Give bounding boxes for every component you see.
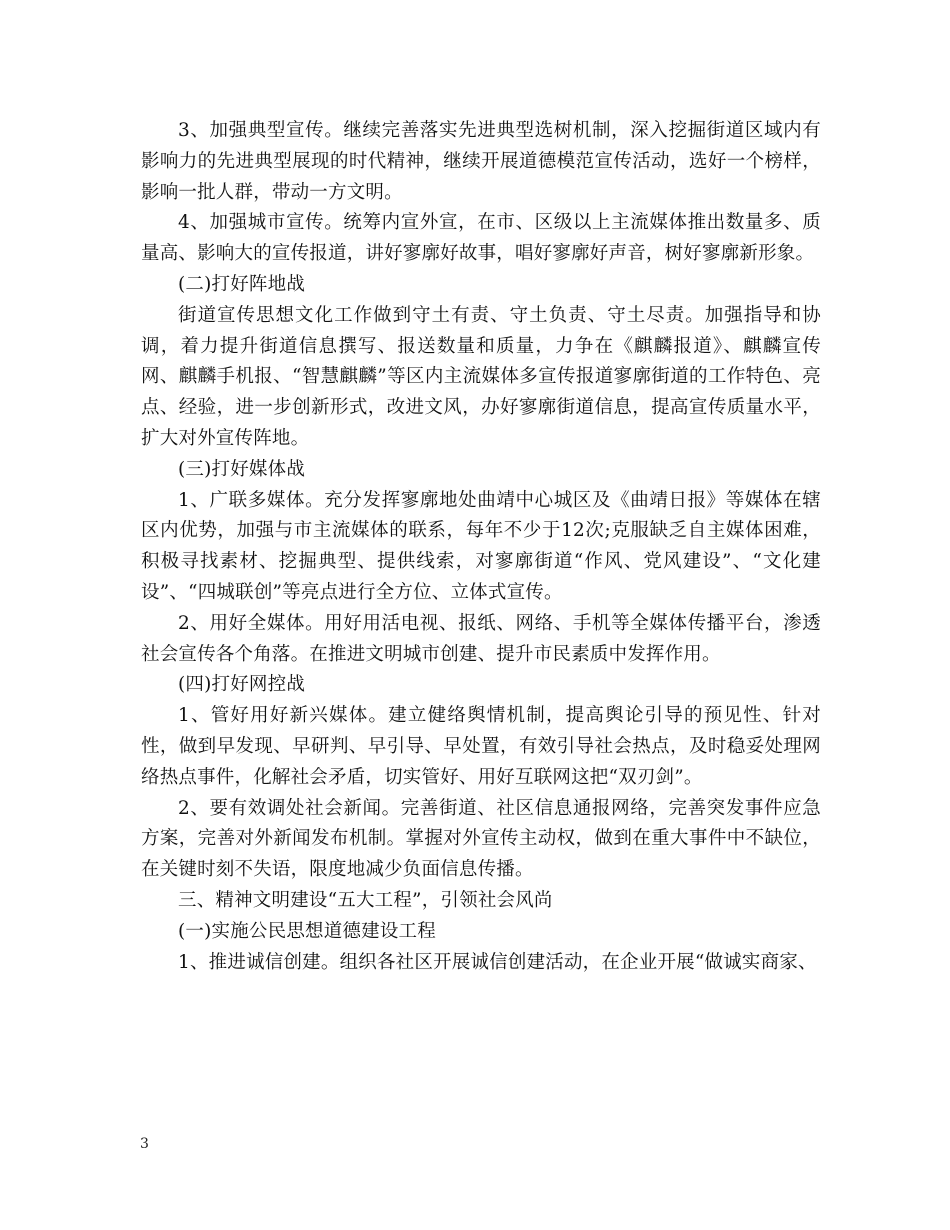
heading-five-projects: 三、精神文明建设“五大工程”，引领社会风尚 (178, 889, 553, 911)
heading-position-battle: (二)打好阵地战 (178, 273, 306, 295)
paragraph-new-media: 1、管好用好新兴媒体。建立健络舆情机制，提高舆论引导的预见性、针对性，做到早发现、早研判、早引导、早处置，有效引导社会热点，及时稳妥处理网络热点事件，化解社会矛盾，切实管好、用好互联网这把“双刃剑”。 (141, 705, 821, 788)
document-body (141, 116, 821, 978)
heading-network-control-battle: (四)打好网控战 (178, 674, 306, 696)
paragraph-integrity-creation: 1、推进诚信创建。组织各社区开展诚信创建活动，在企业开展“做诚实商家、 (178, 951, 817, 973)
paragraph-city-publicity: 4、加强城市宣传。统筹内宣外宣，在市、区级以上主流媒体推出数量多、质量高、影响大的宣传报道，讲好寥廓好故事，唱好寥廓好声音，树好寥廓新形象。 (141, 212, 821, 265)
paragraph-all-media: 2、用好全媒体。用好用活电视、报纸、网络、手机等全媒体传播平台，渗透社会宣传各个角落。在推进文明城市创建、提升市民素质中发挥作用。 (141, 612, 821, 665)
paragraph-typical-publicity: 3、加强典型宣传。继续完善落实先进典型选树机制，深入挖掘街道区域内有影响力的先进典型展现的时代精神，继续开展道德模范宣传活动，选好一个榜样，影响一批人群，带动一方文明。 (141, 120, 821, 203)
heading-media-battle: (三)打好媒体战 (178, 458, 306, 480)
heading-moral-construction: (一)实施公民思想道德建设工程 (178, 920, 436, 942)
paragraph-position-battle: 街道宣传思想文化工作做到守土有责、守土负责、守土尽责。加强指导和协调，着力提升街道信息撰写、报送数量和质量，力争在《麒麟报道》、麒麟宣传网、麒麟手机报、“智慧麒麟”等区内主流媒体多宣传报道寥廓街道的工作特色、亮点、经验，进一步创新形式，改进文风，办好寥廓街道信息，提高宣传质量水平，扩大对外宣传阵地。 (141, 304, 821, 449)
paragraph-multi-media: 1、广联多媒体。充分发挥寥廓地处曲靖中心城区及《曲靖日报》等媒体在辖区内优势，加强与市主流媒体的联系，每年不少于12次;克服缺乏自主媒体困难，积极寻找素材、挖掘典型、提供线索，对寥廓街道“作风、党风建设”、“文化建设”、“四城联创”等亮点进行全方位、立体式宣传。 (141, 489, 821, 603)
paragraph-social-news: 2、要有效调处社会新闻。完善街道、社区信息通报网络，完善突发事件应急方案，完善对外新闻发布机制。掌握对外宣传主动权，做到在重大事件中不缺位，在关键时刻不失语，限度地减少负面信息传播。 (141, 797, 821, 881)
page-number: 3 (140, 1136, 149, 1152)
